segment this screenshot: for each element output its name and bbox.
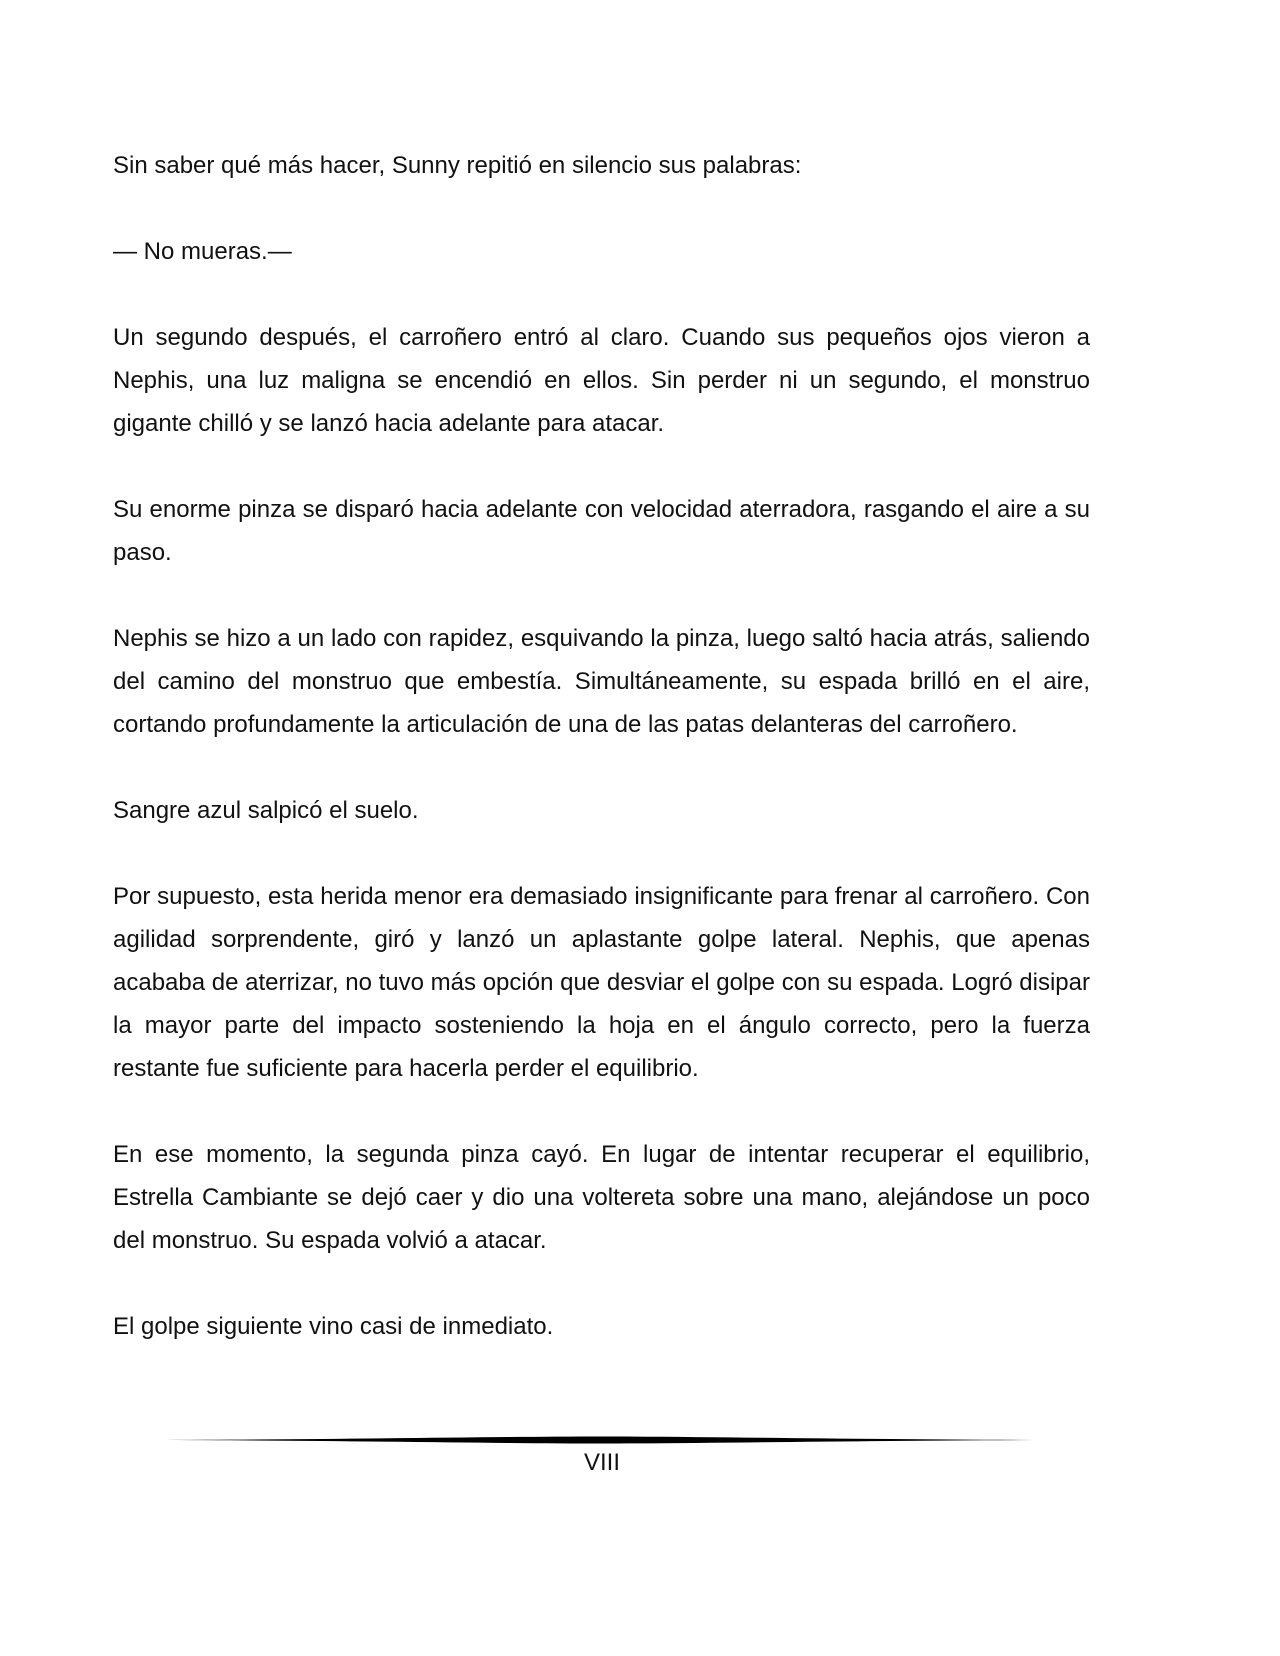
paragraph-7: Por supuesto, esta herida menor era demasiado insignificante para frenar al carroñero. Con agilidad sorprendente, giró y lanzó un aplastante golpe lateral. Nephis, que apenas acababa de aterrizar, no tuvo más opción que desviar el golpe con su espada. Logró disipar la mayor parte del impacto sosteniendo la hoja en el ángulo correcto, pero la fuerza restante fue suficiente para hacerla perder el equilibrio. bbox=[113, 883, 1090, 1082]
paragraph-8: En ese momento, la segunda pinza cayó. En lugar de intentar recuperar el equilibrio, Estrella Cambiante se dejó caer y dio una voltereta sobre una mano, alejándose un poco del monstruo. Su espada volvió a atacar. bbox=[113, 1141, 1090, 1254]
paragraph-5: Nephis se hizo a un lado con rapidez, esquivando la pinza, luego saltó hacia atrás, saliendo del camino del monstruo que embestía. Simultáneamente, su espada brilló en el aire, cortando profundamente la articulación de una de las patas delanteras del carroñero. bbox=[113, 625, 1090, 738]
paragraph-3: Un segundo después, el carroñero entró al claro. Cuando sus pequeños ojos vieron a Nephis, una luz maligna se encendió en ellos. Sin perder ni un segundo, el monstruo gigante chilló y se lanzó hacia adelante para atacar. bbox=[113, 324, 1090, 437]
paragraph-2: — No mueras.— bbox=[113, 238, 292, 265]
page-body bbox=[113, 144, 1090, 1391]
paragraph-6: Sangre azul salpicó el suelo. bbox=[113, 797, 419, 824]
paragraph-9: El golpe siguiente vino casi de inmediato. bbox=[113, 1313, 554, 1340]
paragraph-1: Sin saber qué más hacer, Sunny repitió en silencio sus palabras: bbox=[113, 152, 802, 179]
page-number: VIII bbox=[583, 1449, 620, 1476]
paragraph-4: Su enorme pinza se disparó hacia adelante con velocidad aterradora, rasgando el aire a su paso. bbox=[113, 496, 1090, 566]
footer-divider bbox=[152, 1434, 1052, 1446]
